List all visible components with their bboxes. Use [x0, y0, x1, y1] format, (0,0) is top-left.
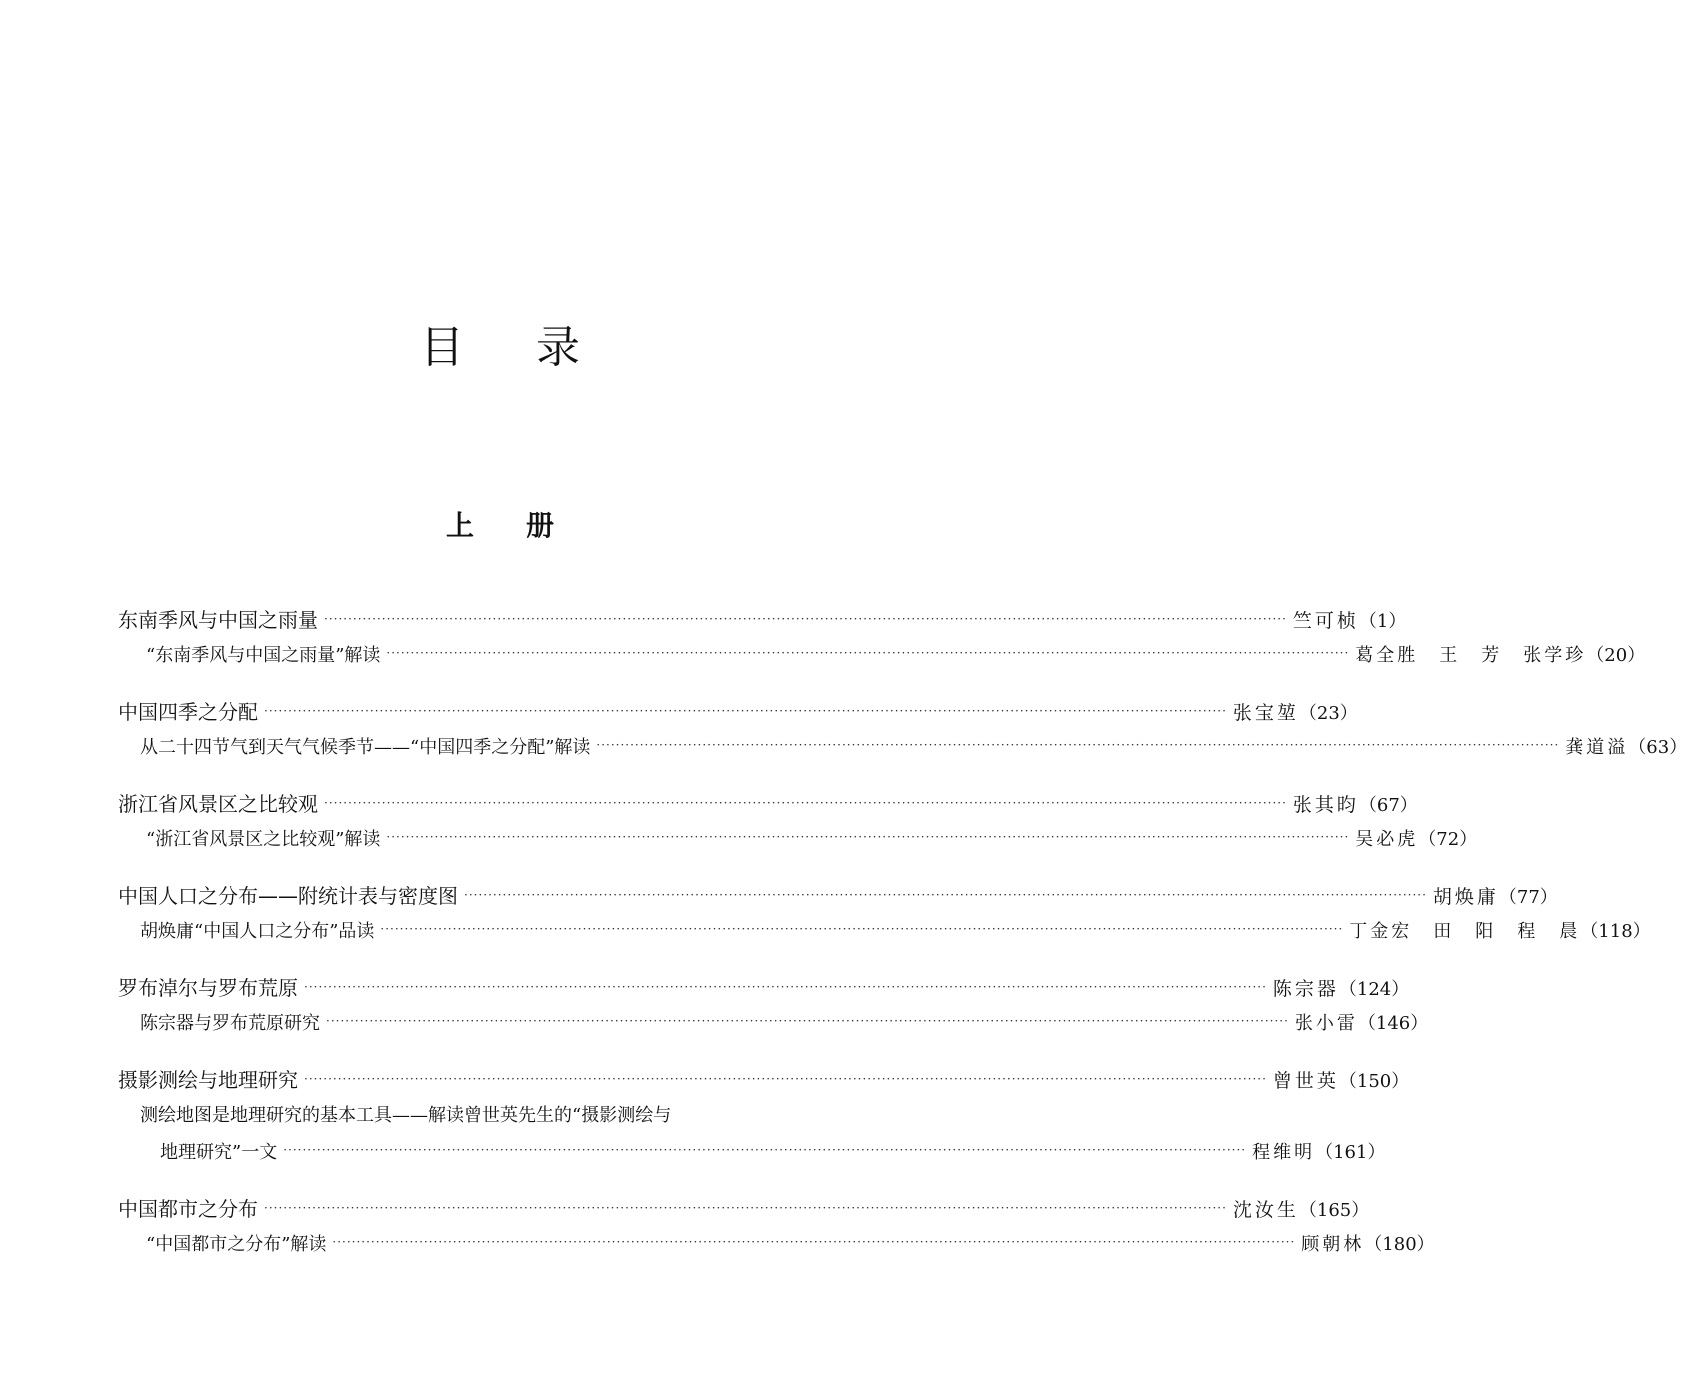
dot-leader: ········································································································································································································ — [264, 1201, 1227, 1215]
toc-subentry-continuation[interactable] — [160, 1138, 1386, 1170]
toc-entry-author: 张宝堃 — [1232, 702, 1299, 724]
dot-leader: ········································································································································································································ — [386, 830, 1350, 844]
toc-entry-author: 曾世英 — [1272, 1070, 1339, 1092]
toc-entry-title: 测绘地图是地理研究的基本工具——解读曾世英先生的“摄影测绘与 — [140, 1105, 672, 1126]
toc-entry-page: （124） — [1338, 979, 1410, 1000]
dot-leader: ········································································································································································································ — [464, 888, 1427, 902]
toc-subentry[interactable] — [146, 1230, 1435, 1262]
toc-entry-author: 张其昀 — [1292, 794, 1359, 816]
toc-entry-author: 龚道溢 — [1565, 737, 1629, 758]
toc-entry-page: （161） — [1315, 1142, 1386, 1163]
dot-leader: ········································································································································································································ — [304, 980, 1267, 994]
toc-entry-title: 陈宗器与罗布荒原研究 — [140, 1013, 320, 1034]
toc-subentry[interactable] — [146, 641, 1646, 673]
dot-leader: ········································································································································································································ — [332, 1235, 1296, 1249]
dot-leader: ········································································································································································································ — [596, 738, 1560, 752]
dot-leader: ········································································································································································································ — [326, 1014, 1289, 1028]
toc-subentry[interactable] — [146, 825, 1478, 857]
toc-entry-author: 程维明 — [1252, 1142, 1316, 1163]
dot-leader: ········································································································································································································ — [324, 612, 1287, 626]
toc-entry-title: 中国四季之分配 — [118, 700, 258, 724]
dot-leader: ········································································································································································································ — [264, 704, 1227, 718]
toc-entry-title: 从二十四节气到天气气候季节——“中国四季之分配”解读 — [140, 737, 591, 758]
dot-leader: ········································································································································································································ — [386, 646, 1350, 660]
toc-entry-title: “中国都市之分布”解读 — [146, 1234, 327, 1255]
toc-entry-title: 摄影测绘与地理研究 — [118, 1068, 298, 1092]
toc-entry[interactable] — [118, 604, 1407, 636]
toc-entry-title: 中国人口之分布——附统计表与密度图 — [118, 884, 458, 908]
toc-entry-title: “东南季风与中国之雨量”解读 — [146, 645, 381, 666]
toc-entry-page: （180） — [1364, 1234, 1435, 1255]
toc-entry-page: （146） — [1357, 1013, 1429, 1034]
toc-subentry[interactable] — [140, 1101, 890, 1133]
page-title-left: 目 — [420, 322, 464, 373]
toc-entry-author: 竺可桢 — [1292, 610, 1359, 632]
toc-entry-page: （67） — [1358, 795, 1418, 816]
toc-entry-title: “浙江省风景区之比较观”解读 — [146, 829, 381, 850]
volume-heading-right: 册 — [526, 509, 555, 542]
toc-entry-title: 罗布淖尔与罗布荒原 — [118, 976, 298, 1000]
toc-entry-page: （20） — [1586, 645, 1646, 666]
toc-entry[interactable] — [118, 972, 1410, 1004]
toc-entry-author: 张小雷 — [1294, 1013, 1358, 1034]
toc-subentry[interactable] — [140, 733, 1687, 765]
toc-entry-page: （150） — [1338, 1071, 1410, 1092]
toc-entry[interactable] — [118, 788, 1418, 820]
toc-entry-title: 胡焕庸“中国人口之分布”品读 — [140, 921, 375, 942]
toc-entry[interactable] — [118, 1064, 1410, 1096]
dot-leader: ········································································································································································································ — [283, 1143, 1247, 1157]
toc-entry[interactable] — [118, 696, 1358, 728]
toc-entry-page: （165） — [1298, 1200, 1370, 1221]
dot-leader: ········································································································································································································ — [380, 922, 1344, 936]
toc-entry-author: 葛全胜 王 芳 张学珍 — [1355, 645, 1587, 666]
toc-entry-page: （118） — [1580, 921, 1651, 942]
toc-entry-page: （63） — [1628, 737, 1687, 758]
toc-entry-author: 胡焕庸 — [1432, 886, 1499, 908]
toc-entry-author: 吴必虎 — [1355, 829, 1419, 850]
volume-heading-left: 上 — [445, 509, 474, 542]
volume-heading — [0, 508, 1000, 544]
toc-entry-title-continued: 地理研究”一文 — [160, 1142, 278, 1163]
toc-entry-author: 丁金宏 田 阳 程 晨 — [1349, 921, 1581, 942]
toc-subentry[interactable] — [140, 1009, 1429, 1041]
dot-leader: ········································································································································································································ — [324, 796, 1287, 810]
dot-leader: ········································································································································································································ — [304, 1072, 1267, 1086]
toc-subentry[interactable] — [140, 917, 1651, 949]
toc-entry-author: 沈汝生 — [1232, 1199, 1299, 1221]
page-title-right: 录 — [536, 322, 580, 373]
toc-entry-author: 顾朝林 — [1301, 1234, 1365, 1255]
toc-entry-title: 东南季风与中国之雨量 — [118, 608, 318, 632]
toc-entry[interactable] — [118, 1193, 1370, 1225]
toc-entry-page: （1） — [1358, 611, 1407, 632]
toc-entry-title: 中国都市之分布 — [118, 1197, 258, 1221]
toc-entry-page: （77） — [1498, 887, 1558, 908]
page-title — [0, 318, 1000, 378]
toc-entry[interactable] — [118, 880, 1558, 912]
toc-entry-title: 浙江省风景区之比较观 — [118, 792, 318, 816]
toc-entry-author: 陈宗器 — [1272, 978, 1339, 1000]
toc-entry-page: （23） — [1298, 703, 1358, 724]
toc-entry-page: （72） — [1418, 829, 1478, 850]
